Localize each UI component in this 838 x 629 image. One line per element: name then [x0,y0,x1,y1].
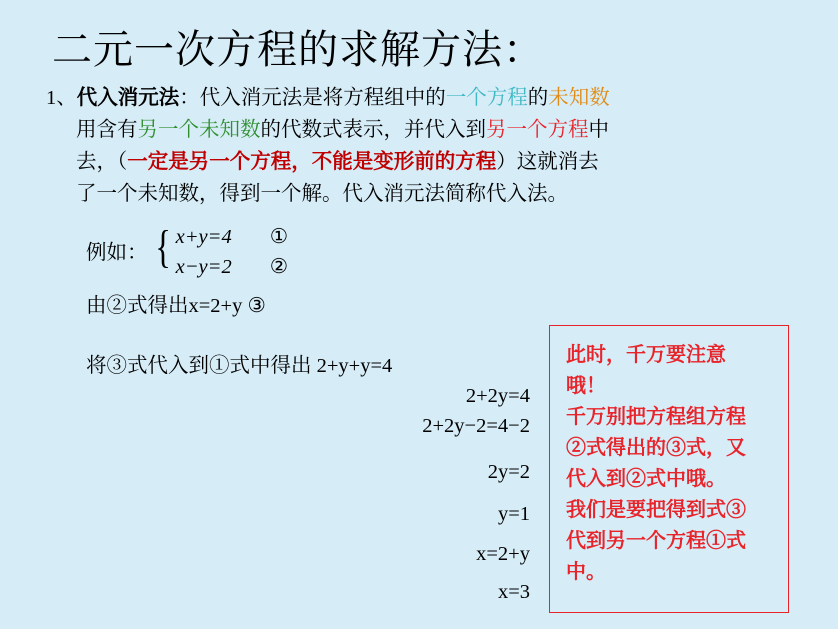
equation-expression: x+y=4 [175,226,232,248]
equation-expression: x−y=2 [175,256,232,278]
definition-line-4 [46,178,806,210]
warning-note-text [550,326,788,588]
calculation-line: 2+2y−2=4−2 [422,415,530,437]
warning-emphasis: 一定是另一个方程，不能是变形前的方程 [127,151,497,173]
note-line: 代到另一个方程①式 [566,530,746,552]
calculation-line: x=2+y [476,543,530,565]
example-system [86,222,288,282]
calculation-line: 2y=2 [487,461,530,483]
calculation-line: y=1 [497,503,530,525]
calculation-line: x=3 [497,581,530,603]
definition-text-a: 代入消元法是将方程组中的 [199,87,446,109]
definition-text-e: 中 [588,119,609,141]
equation-row [176,252,289,282]
note-line: 此时，千万要注意 [566,344,726,366]
note-line: 中。 [566,561,606,583]
note-line: 代入到②式中哦。 [566,468,726,490]
note-line: ②式得出的③式，又 [566,437,746,459]
definition-text-f: 去，（ [76,151,128,173]
equation-list [176,222,289,282]
definition-line-2 [46,114,806,146]
highlight-other-equation: 另一个方程 [486,119,589,141]
equation-tag: ① [269,226,289,248]
term-name: 代入消元法 [76,87,180,109]
note-line: 千万别把方程组方程 [566,406,746,428]
definition-text-h: 了一个未知数，得到一个解。代入消元法简称代入法。 [76,183,568,205]
note-line: 我们是要把得到式③ [566,499,746,521]
definition-text-g: ）这就消去 [496,151,599,173]
definition-text-b: 的 [527,87,549,109]
solution-step-2: 将③式代入到①式中得出 2+y+y=4 [86,355,393,377]
definition-text-c: 用含有 [76,119,138,141]
equation-row [176,222,289,252]
page-title: 二元一次方程的求解方法： [52,27,544,72]
definition-line-3 [46,146,806,178]
equation-tag: ② [269,256,289,278]
note-line: 哦！ [566,375,606,397]
highlight-one-equation: 一个方程 [445,87,528,109]
definition-paragraph [46,82,806,210]
definition-line-1 [46,82,806,114]
example-block [86,222,288,282]
calculation-line: 2+2y=4 [465,385,530,407]
warning-note-box [549,325,789,613]
example-label: 例如： [86,242,148,264]
highlight-unknown: 未知数 [548,87,610,109]
term-colon: ： [179,87,200,109]
solution-step-1: 由②式得出x=2+y ③ [86,295,266,317]
left-brace-icon: { [154,221,171,272]
definition-text-d: 的代数式表示，并代入到 [260,119,486,141]
highlight-other-unknown: 另一个未知数 [137,119,261,141]
list-number: 1、 [46,87,77,109]
